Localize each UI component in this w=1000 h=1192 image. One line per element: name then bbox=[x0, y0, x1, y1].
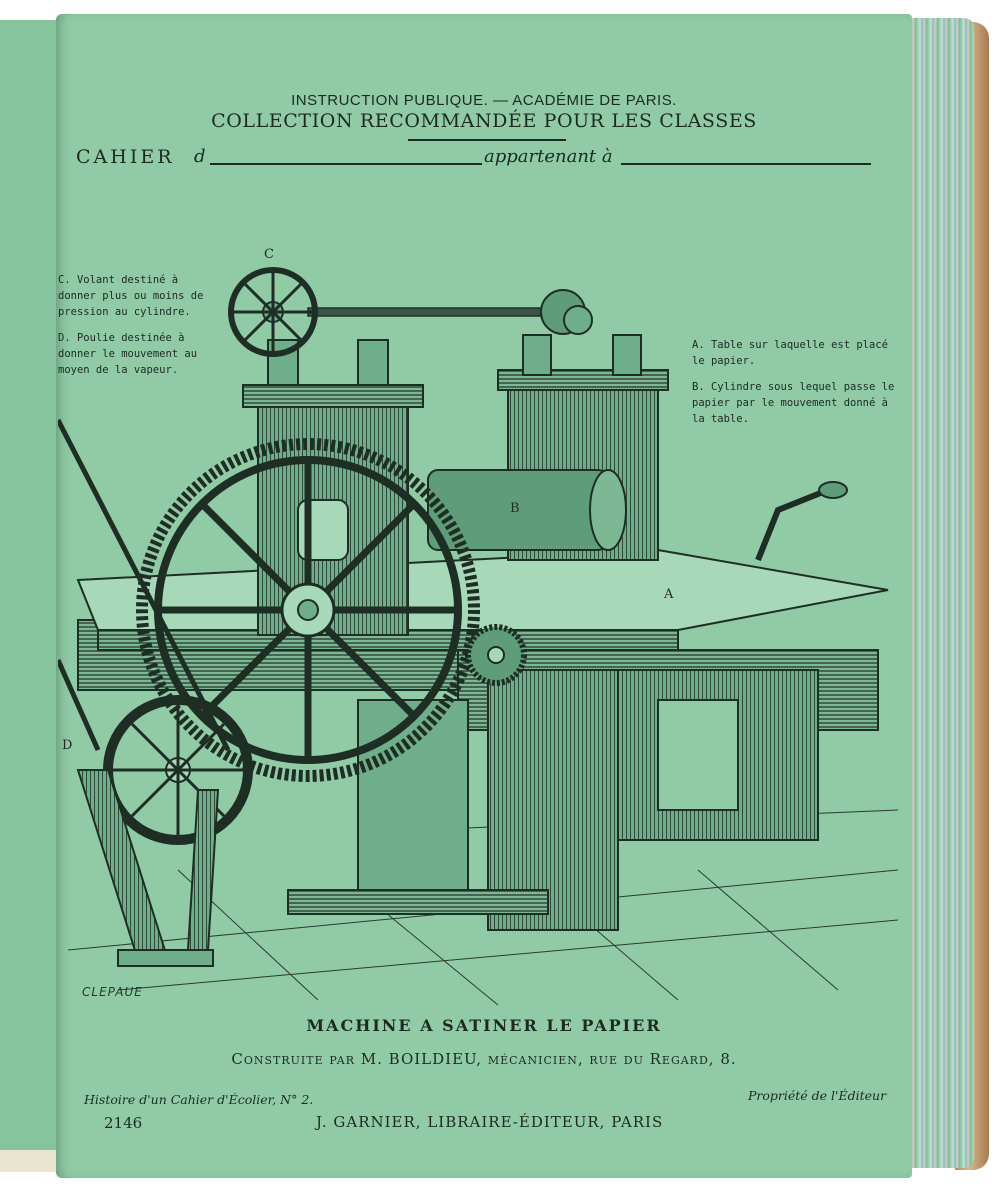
legend-d: D. Poulie destinée à donner le mouvement au moyen de la vapeur. bbox=[58, 332, 198, 376]
legend-b: B. Cylindre sous lequel passe le papier par le mouvement donné à la table. bbox=[692, 381, 895, 425]
owner-blank bbox=[621, 163, 871, 165]
legend-c: C. Volant destiné à donner plus ou moins de pression au cylindre. bbox=[58, 274, 204, 318]
catalog-number: 2146 bbox=[104, 1114, 143, 1132]
appartenant-label: appartenant à bbox=[484, 146, 613, 167]
caption-subtitle: Construite par M. BOILDIEU, mécanicien, rue du Regard, 8. bbox=[231, 1050, 737, 1068]
machine-illustration bbox=[58, 230, 908, 1020]
header-rule bbox=[408, 139, 566, 141]
handwheel-c bbox=[231, 270, 315, 354]
header-line-1: INSTRUCTION PUBLIQUE. — ACADÉMIE DE PARIS. bbox=[291, 92, 677, 109]
pinion-gear bbox=[468, 627, 524, 683]
crank-handle bbox=[758, 482, 847, 560]
label-b: B bbox=[510, 501, 520, 516]
header-line-2: COLLECTION RECOMMANDÉE POUR LES CLASSES bbox=[211, 110, 757, 132]
ownership-note: Propriété de l'Éditeur bbox=[748, 1088, 887, 1103]
cahier-d: d bbox=[194, 146, 206, 167]
label-c: C bbox=[264, 247, 274, 262]
left-page-corner bbox=[0, 1150, 58, 1172]
left-page-edge bbox=[0, 20, 58, 1170]
page-edges bbox=[904, 18, 974, 1168]
publisher: J. GARNIER, LIBRAIRE-ÉDITEUR, PARIS bbox=[316, 1113, 664, 1131]
top-shaft bbox=[308, 290, 592, 334]
subject-blank bbox=[210, 163, 482, 165]
engraver-signature: CLEPAUE bbox=[82, 985, 143, 999]
label-a: A bbox=[664, 587, 674, 602]
label-d: D bbox=[62, 738, 73, 753]
legend-a: A. Table sur laquelle est placé le papier. bbox=[692, 339, 888, 367]
series-title: Histoire d'un Cahier d'Écolier, N° 2. bbox=[84, 1092, 314, 1107]
caption-title: MACHINE A SATINER LE PAPIER bbox=[306, 1016, 662, 1035]
cahier-fill-line bbox=[76, 144, 876, 172]
cahier-word: CAHIER bbox=[76, 146, 175, 168]
